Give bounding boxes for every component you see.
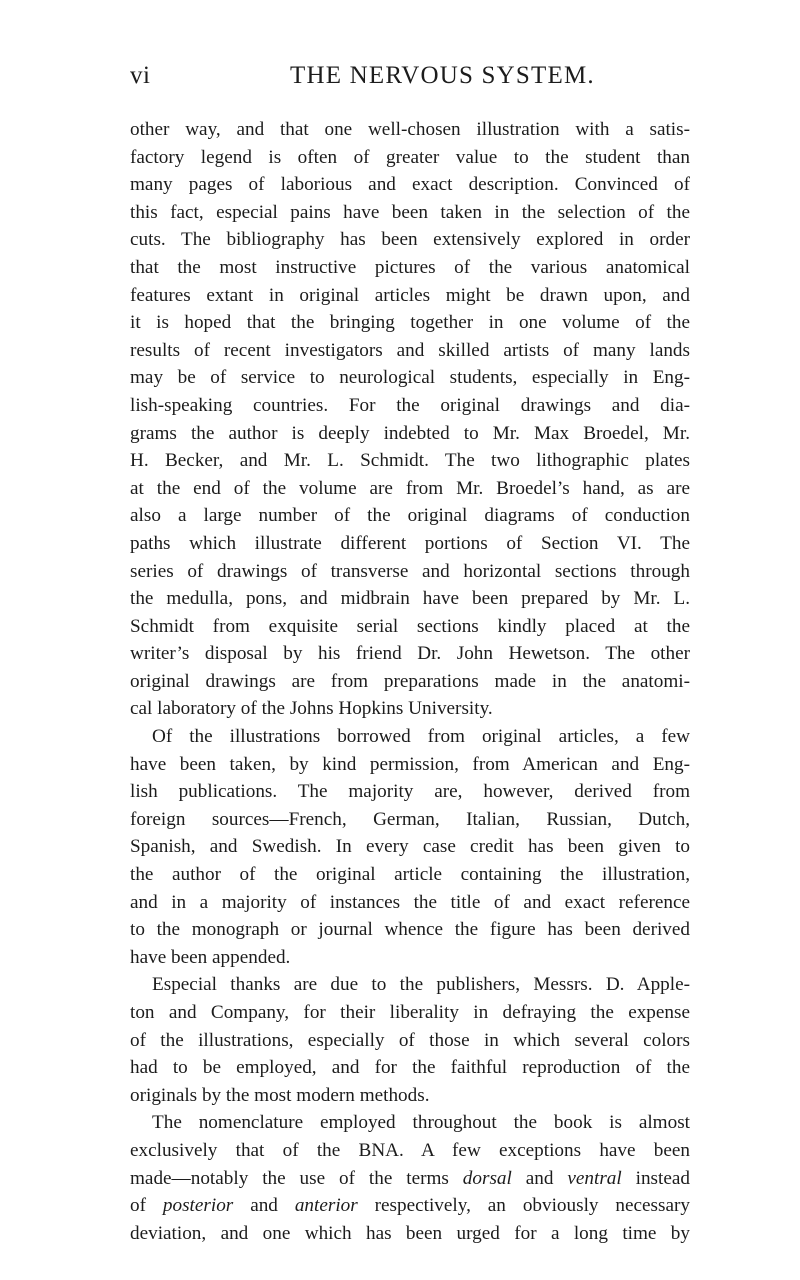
text-line [130,144,690,172]
text-segment: the author of the original article containing the illustration, [130,864,690,886]
text-segment: at the end of the volume are from Mr. Broedel’s hand, as are [130,477,690,499]
text-line [130,1165,690,1193]
text-segment: of the illustrations, especially of those in which several colors [130,1029,690,1051]
text-segment: may be of service to neurological students, especially in Eng- [130,367,690,389]
text-line [130,282,690,310]
text-line [130,778,690,806]
text-segment: to the monograph or journal whence the figure has been derived [130,919,690,941]
text-segment: results of recent investigators and skilled artists of many lands [130,339,690,361]
text-line [130,971,690,999]
text-segment: lish-speaking countries. For the original drawings and dia- [130,394,690,416]
text-segment: lish publications. The majority are, however, derived from [130,781,690,803]
page-number: vi [130,62,151,89]
text-line [130,1027,690,1055]
text-line [130,1220,690,1248]
text-line [130,751,690,779]
text-segment: the medulla, pons, and midbrain have been prepared by Mr. L. [130,588,690,610]
text-line [130,116,690,144]
text-segment: writer’s disposal by his friend Dr. John Hewetson. The other [130,643,690,665]
text-line [130,944,690,972]
text-line [130,999,690,1027]
text-segment: Especial thanks are due to the publishers, Messrs. D. Apple- [152,974,690,996]
text-segment: factory legend is often of greater value to the student than [130,146,690,168]
text-line [130,916,690,944]
italic-term: posterior [162,1195,234,1217]
text-segment: foreign sources—French, German, Italian, Russian, Dutch, [130,808,690,830]
text-segment: have been appended. [130,946,291,968]
text-line [130,475,690,503]
text-line [130,613,690,641]
text-line [130,309,690,337]
text-line [130,530,690,558]
text-line [130,199,690,227]
text-segment: original drawings are from preparations made in the anatomi- [130,670,690,692]
text-segment: have been taken, by kind permission, from American and Eng- [130,753,690,775]
text-line [130,254,690,282]
text-line [130,833,690,861]
text-segment: paths which illustrate different portions of Section VI. The [130,532,690,554]
text-segment: respectively, an obviously necessary [357,1195,690,1217]
text-line [130,392,690,420]
text-segment: series of drawings of transverse and horizontal sections through [130,560,690,582]
text-line [130,806,690,834]
text-segment: exclusively that of the BNA. A few exceptions have been [130,1139,690,1161]
text-segment: this fact, especial pains have been taken in the selection of the [130,201,690,223]
italic-term: ventral [567,1167,622,1189]
text-line [130,695,690,723]
text-segment: had to be employed, and for the faithful reproduction of the [130,1057,690,1079]
text-segment: that the most instructive pictures of the various anatomical [130,256,690,278]
text-line [130,1082,690,1110]
text-segment: it is hoped that the bringing together in one volume of the [130,312,690,334]
text-line [130,889,690,917]
text-segment: grams the author is deeply indebted to Mr. Max Broedel, Mr. [130,422,690,444]
text-line [130,364,690,392]
text-segment: made—notably the use of the terms [130,1167,463,1189]
text-segment: originals by the most modern methods. [130,1084,430,1106]
text-line [130,640,690,668]
text-line [130,1192,690,1220]
text-line [130,1109,690,1137]
text-line [130,337,690,365]
text-line [130,226,690,254]
text-line [130,420,690,448]
text-segment: of [130,1195,163,1217]
text-segment: and in a majority of instances the title of and exact reference [130,891,690,913]
body-text [130,116,690,1247]
text-segment: ton and Company, for their liberality in defraying the expense [130,1002,690,1023]
text-segment: also a large number of the original diagrams of conduction [130,505,690,527]
italic-term: dorsal [462,1167,512,1189]
text-segment: and [511,1167,568,1189]
text-segment: The nomenclature employed throughout the book is almost [152,1112,690,1134]
text-segment: and [233,1195,295,1217]
text-line [130,861,690,889]
text-segment: features extant in original articles might be drawn upon, and [130,284,690,306]
text-segment: instead [621,1167,690,1189]
text-segment: Schmidt from exquisite serial sections kindly placed at the [130,615,690,637]
text-line [130,171,690,199]
text-line [130,447,690,475]
text-segment: H. Becker, and Mr. L. Schmidt. The two lithographic plates [130,450,690,472]
text-line [130,585,690,613]
text-line [130,723,690,751]
text-segment: cal laboratory of the Johns Hopkins University. [130,698,493,720]
running-head [130,62,690,102]
text-segment: Of the illustrations borrowed from original articles, a few [152,726,690,748]
text-segment: many pages of laborious and exact description. Convinced of [130,174,690,196]
text-line [130,502,690,530]
text-line [130,668,690,696]
text-segment: other way, and that one well-chosen illustration with a satis- [130,119,690,140]
italic-term: anterior [294,1195,358,1217]
text-segment: cuts. The bibliography has been extensively explored in order [130,229,690,251]
text-segment: deviation, and one which has been urged for a long time by [130,1222,690,1244]
text-line [130,1137,690,1165]
text-line [130,558,690,586]
text-line [130,1054,690,1082]
running-title: THE NERVOUS SYSTEM. [290,62,595,89]
text-segment: Spanish, and Swedish. In every case credit has been given to [130,836,690,858]
